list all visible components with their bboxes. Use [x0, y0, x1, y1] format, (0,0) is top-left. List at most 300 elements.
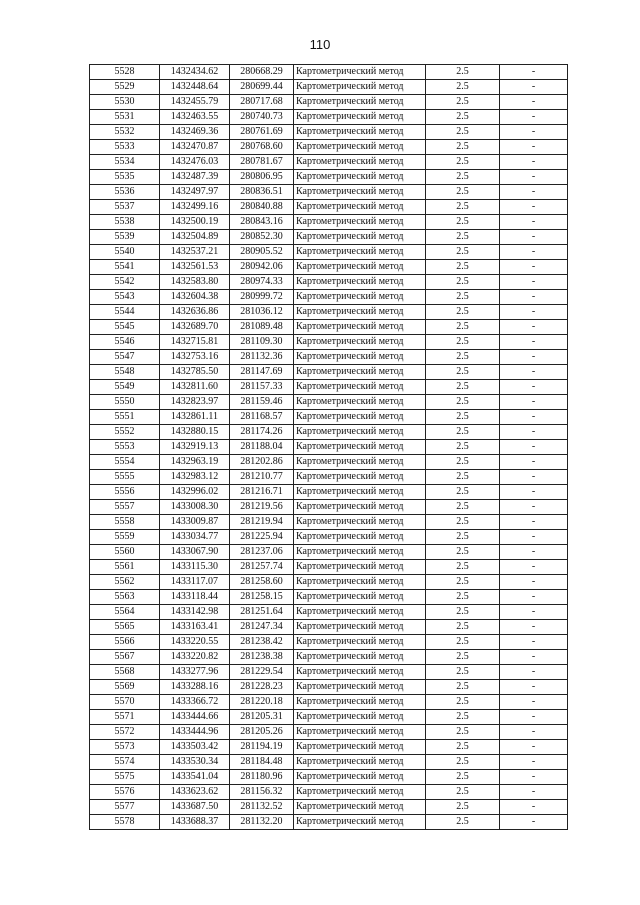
extra-cell: -: [500, 785, 568, 800]
accuracy-cell: 2.5: [426, 350, 500, 365]
x-coordinate-cell: 1432785.50: [160, 365, 230, 380]
accuracy-cell: 2.5: [426, 560, 500, 575]
extra-cell: -: [500, 500, 568, 515]
extra-cell: -: [500, 185, 568, 200]
method-cell: Картометрический метод: [294, 515, 426, 530]
point-number-cell: 5547: [90, 350, 160, 365]
point-number-cell: 5551: [90, 410, 160, 425]
table-row: [90, 140, 568, 155]
extra-cell: -: [500, 200, 568, 215]
x-coordinate-cell: 1433503.42: [160, 740, 230, 755]
table-row: [90, 200, 568, 215]
extra-cell: -: [500, 545, 568, 560]
y-coordinate-cell: 281132.20: [230, 815, 294, 830]
method-cell: Картометрический метод: [294, 755, 426, 770]
x-coordinate-cell: 1432636.86: [160, 305, 230, 320]
accuracy-cell: 2.5: [426, 740, 500, 755]
y-coordinate-cell: 280840.88: [230, 200, 294, 215]
point-number-cell: 5544: [90, 305, 160, 320]
method-cell: Картометрический метод: [294, 155, 426, 170]
y-coordinate-cell: 281229.54: [230, 665, 294, 680]
accuracy-cell: 2.5: [426, 140, 500, 155]
point-number-cell: 5562: [90, 575, 160, 590]
x-coordinate-cell: 1432455.79: [160, 95, 230, 110]
y-coordinate-cell: 281228.23: [230, 680, 294, 695]
accuracy-cell: 2.5: [426, 695, 500, 710]
y-coordinate-cell: 281109.30: [230, 335, 294, 350]
extra-cell: -: [500, 515, 568, 530]
extra-cell: -: [500, 290, 568, 305]
accuracy-cell: 2.5: [426, 200, 500, 215]
table-row: [90, 560, 568, 575]
table-row: [90, 680, 568, 695]
y-coordinate-cell: 280999.72: [230, 290, 294, 305]
accuracy-cell: 2.5: [426, 170, 500, 185]
x-coordinate-cell: 1433444.66: [160, 710, 230, 725]
extra-cell: -: [500, 710, 568, 725]
point-number-cell: 5575: [90, 770, 160, 785]
extra-cell: -: [500, 380, 568, 395]
x-coordinate-cell: 1432880.15: [160, 425, 230, 440]
point-number-cell: 5573: [90, 740, 160, 755]
method-cell: Картометрический метод: [294, 350, 426, 365]
y-coordinate-cell: 281188.04: [230, 440, 294, 455]
y-coordinate-cell: 281147.69: [230, 365, 294, 380]
method-cell: Картометрический метод: [294, 470, 426, 485]
method-cell: Картометрический метод: [294, 290, 426, 305]
table-row: [90, 425, 568, 440]
point-number-cell: 5552: [90, 425, 160, 440]
x-coordinate-cell: 1432487.39: [160, 170, 230, 185]
method-cell: Картометрический метод: [294, 305, 426, 320]
table-row: [90, 260, 568, 275]
x-coordinate-cell: 1432448.64: [160, 80, 230, 95]
x-coordinate-cell: 1432499.16: [160, 200, 230, 215]
y-coordinate-cell: 280717.68: [230, 95, 294, 110]
table-row: [90, 65, 568, 80]
table-row: [90, 605, 568, 620]
extra-cell: -: [500, 140, 568, 155]
accuracy-cell: 2.5: [426, 770, 500, 785]
extra-cell: -: [500, 470, 568, 485]
x-coordinate-cell: 1432469.36: [160, 125, 230, 140]
table-row: [90, 725, 568, 740]
y-coordinate-cell: 280843.16: [230, 215, 294, 230]
y-coordinate-cell: 281036.12: [230, 305, 294, 320]
table-row: [90, 500, 568, 515]
accuracy-cell: 2.5: [426, 680, 500, 695]
accuracy-cell: 2.5: [426, 650, 500, 665]
point-number-cell: 5570: [90, 695, 160, 710]
y-coordinate-cell: 280942.06: [230, 260, 294, 275]
point-number-cell: 5555: [90, 470, 160, 485]
method-cell: Картометрический метод: [294, 605, 426, 620]
extra-cell: -: [500, 455, 568, 470]
method-cell: Картометрический метод: [294, 440, 426, 455]
x-coordinate-cell: 1433623.62: [160, 785, 230, 800]
method-cell: Картометрический метод: [294, 620, 426, 635]
x-coordinate-cell: 1433115.30: [160, 560, 230, 575]
y-coordinate-cell: 281132.52: [230, 800, 294, 815]
accuracy-cell: 2.5: [426, 125, 500, 140]
table-row: [90, 620, 568, 635]
method-cell: Картометрический метод: [294, 500, 426, 515]
y-coordinate-cell: 281219.94: [230, 515, 294, 530]
table-row: [90, 515, 568, 530]
x-coordinate-cell: 1432983.12: [160, 470, 230, 485]
y-coordinate-cell: 280699.44: [230, 80, 294, 95]
accuracy-cell: 2.5: [426, 545, 500, 560]
x-coordinate-cell: 1433118.44: [160, 590, 230, 605]
y-coordinate-cell: 281202.86: [230, 455, 294, 470]
x-coordinate-cell: 1433530.34: [160, 755, 230, 770]
y-coordinate-cell: 281238.42: [230, 635, 294, 650]
extra-cell: -: [500, 125, 568, 140]
accuracy-cell: 2.5: [426, 80, 500, 95]
extra-cell: -: [500, 650, 568, 665]
method-cell: Картометрический метод: [294, 65, 426, 80]
x-coordinate-cell: 1432463.55: [160, 110, 230, 125]
extra-cell: -: [500, 815, 568, 830]
table-row: [90, 455, 568, 470]
accuracy-cell: 2.5: [426, 230, 500, 245]
point-number-cell: 5578: [90, 815, 160, 830]
x-coordinate-cell: 1433009.87: [160, 515, 230, 530]
method-cell: Картометрический метод: [294, 140, 426, 155]
x-coordinate-cell: 1433366.72: [160, 695, 230, 710]
point-number-cell: 5530: [90, 95, 160, 110]
point-number-cell: 5545: [90, 320, 160, 335]
method-cell: Картометрический метод: [294, 695, 426, 710]
y-coordinate-cell: 281180.96: [230, 770, 294, 785]
point-number-cell: 5560: [90, 545, 160, 560]
y-coordinate-cell: 281205.26: [230, 725, 294, 740]
coordinates-table-body: [90, 65, 568, 830]
extra-cell: -: [500, 335, 568, 350]
accuracy-cell: 2.5: [426, 500, 500, 515]
point-number-cell: 5529: [90, 80, 160, 95]
y-coordinate-cell: 280852.30: [230, 230, 294, 245]
x-coordinate-cell: 1432434.62: [160, 65, 230, 80]
method-cell: Картометрический метод: [294, 710, 426, 725]
point-number-cell: 5559: [90, 530, 160, 545]
accuracy-cell: 2.5: [426, 605, 500, 620]
y-coordinate-cell: 281205.31: [230, 710, 294, 725]
table-row: [90, 815, 568, 830]
accuracy-cell: 2.5: [426, 530, 500, 545]
extra-cell: -: [500, 80, 568, 95]
method-cell: Картометрический метод: [294, 635, 426, 650]
table-row: [90, 395, 568, 410]
accuracy-cell: 2.5: [426, 65, 500, 80]
x-coordinate-cell: 1432583.80: [160, 275, 230, 290]
x-coordinate-cell: 1432963.19: [160, 455, 230, 470]
x-coordinate-cell: 1432823.97: [160, 395, 230, 410]
x-coordinate-cell: 1432996.02: [160, 485, 230, 500]
extra-cell: -: [500, 305, 568, 320]
method-cell: Картометрический метод: [294, 410, 426, 425]
point-number-cell: 5537: [90, 200, 160, 215]
point-number-cell: 5577: [90, 800, 160, 815]
point-number-cell: 5528: [90, 65, 160, 80]
y-coordinate-cell: 280781.67: [230, 155, 294, 170]
method-cell: Картометрический метод: [294, 530, 426, 545]
y-coordinate-cell: 281225.94: [230, 530, 294, 545]
accuracy-cell: 2.5: [426, 185, 500, 200]
table-row: [90, 710, 568, 725]
extra-cell: -: [500, 560, 568, 575]
method-cell: Картометрический метод: [294, 815, 426, 830]
point-number-cell: 5576: [90, 785, 160, 800]
y-coordinate-cell: 281251.64: [230, 605, 294, 620]
point-number-cell: 5549: [90, 380, 160, 395]
extra-cell: -: [500, 350, 568, 365]
table-row: [90, 350, 568, 365]
table-row: [90, 365, 568, 380]
accuracy-cell: 2.5: [426, 725, 500, 740]
y-coordinate-cell: 281238.38: [230, 650, 294, 665]
x-coordinate-cell: 1433220.55: [160, 635, 230, 650]
method-cell: Картометрический метод: [294, 245, 426, 260]
method-cell: Картометрический метод: [294, 455, 426, 470]
y-coordinate-cell: 281132.36: [230, 350, 294, 365]
y-coordinate-cell: 280668.29: [230, 65, 294, 80]
method-cell: Картометрический метод: [294, 230, 426, 245]
point-number-cell: 5543: [90, 290, 160, 305]
accuracy-cell: 2.5: [426, 470, 500, 485]
method-cell: Картометрический метод: [294, 260, 426, 275]
method-cell: Картометрический метод: [294, 590, 426, 605]
x-coordinate-cell: 1433288.16: [160, 680, 230, 695]
method-cell: Картометрический метод: [294, 680, 426, 695]
point-number-cell: 5561: [90, 560, 160, 575]
extra-cell: -: [500, 800, 568, 815]
page-number: 110: [309, 37, 331, 52]
point-number-cell: 5565: [90, 620, 160, 635]
accuracy-cell: 2.5: [426, 215, 500, 230]
extra-cell: -: [500, 620, 568, 635]
x-coordinate-cell: 1433117.07: [160, 575, 230, 590]
accuracy-cell: 2.5: [426, 245, 500, 260]
accuracy-cell: 2.5: [426, 590, 500, 605]
point-number-cell: 5546: [90, 335, 160, 350]
method-cell: Картометрический метод: [294, 785, 426, 800]
accuracy-cell: 2.5: [426, 305, 500, 320]
x-coordinate-cell: 1432470.87: [160, 140, 230, 155]
point-number-cell: 5572: [90, 725, 160, 740]
extra-cell: -: [500, 590, 568, 605]
extra-cell: -: [500, 440, 568, 455]
extra-cell: -: [500, 245, 568, 260]
extra-cell: -: [500, 575, 568, 590]
table-row: [90, 470, 568, 485]
accuracy-cell: 2.5: [426, 710, 500, 725]
table-row: [90, 785, 568, 800]
x-coordinate-cell: 1433067.90: [160, 545, 230, 560]
method-cell: Картометрический метод: [294, 335, 426, 350]
y-coordinate-cell: 281216.71: [230, 485, 294, 500]
accuracy-cell: 2.5: [426, 755, 500, 770]
extra-cell: -: [500, 365, 568, 380]
table-row: [90, 650, 568, 665]
extra-cell: -: [500, 155, 568, 170]
extra-cell: -: [500, 170, 568, 185]
x-coordinate-cell: 1432476.03: [160, 155, 230, 170]
method-cell: Картометрический метод: [294, 110, 426, 125]
y-coordinate-cell: 280761.69: [230, 125, 294, 140]
method-cell: Картометрический метод: [294, 560, 426, 575]
extra-cell: -: [500, 665, 568, 680]
extra-cell: -: [500, 695, 568, 710]
x-coordinate-cell: 1432561.53: [160, 260, 230, 275]
x-coordinate-cell: 1432753.16: [160, 350, 230, 365]
point-number-cell: 5553: [90, 440, 160, 455]
point-number-cell: 5531: [90, 110, 160, 125]
accuracy-cell: 2.5: [426, 440, 500, 455]
method-cell: Картометрический метод: [294, 425, 426, 440]
table-row: [90, 695, 568, 710]
extra-cell: -: [500, 95, 568, 110]
accuracy-cell: 2.5: [426, 635, 500, 650]
y-coordinate-cell: 280806.95: [230, 170, 294, 185]
extra-cell: -: [500, 485, 568, 500]
extra-cell: -: [500, 425, 568, 440]
accuracy-cell: 2.5: [426, 815, 500, 830]
accuracy-cell: 2.5: [426, 515, 500, 530]
accuracy-cell: 2.5: [426, 575, 500, 590]
table-row: [90, 305, 568, 320]
table-row: [90, 215, 568, 230]
table-row: [90, 185, 568, 200]
accuracy-cell: 2.5: [426, 380, 500, 395]
point-number-cell: 5548: [90, 365, 160, 380]
y-coordinate-cell: 281157.33: [230, 380, 294, 395]
table-row: [90, 290, 568, 305]
accuracy-cell: 2.5: [426, 365, 500, 380]
method-cell: Картометрический метод: [294, 665, 426, 680]
point-number-cell: 5536: [90, 185, 160, 200]
y-coordinate-cell: 281174.26: [230, 425, 294, 440]
point-number-cell: 5554: [90, 455, 160, 470]
x-coordinate-cell: 1433220.82: [160, 650, 230, 665]
point-number-cell: 5563: [90, 590, 160, 605]
y-coordinate-cell: 280740.73: [230, 110, 294, 125]
accuracy-cell: 2.5: [426, 785, 500, 800]
point-number-cell: 5566: [90, 635, 160, 650]
table-row: [90, 770, 568, 785]
point-number-cell: 5535: [90, 170, 160, 185]
x-coordinate-cell: 1433008.30: [160, 500, 230, 515]
accuracy-cell: 2.5: [426, 620, 500, 635]
table-row: [90, 755, 568, 770]
accuracy-cell: 2.5: [426, 320, 500, 335]
x-coordinate-cell: 1432811.60: [160, 380, 230, 395]
extra-cell: -: [500, 410, 568, 425]
method-cell: Картометрический метод: [294, 125, 426, 140]
method-cell: Картометрический метод: [294, 215, 426, 230]
y-coordinate-cell: 281168.57: [230, 410, 294, 425]
method-cell: Картометрический метод: [294, 80, 426, 95]
method-cell: Картометрический метод: [294, 380, 426, 395]
point-number-cell: 5533: [90, 140, 160, 155]
table-row: [90, 380, 568, 395]
method-cell: Картометрический метод: [294, 650, 426, 665]
x-coordinate-cell: 1433142.98: [160, 605, 230, 620]
table-row: [90, 170, 568, 185]
x-coordinate-cell: 1433541.04: [160, 770, 230, 785]
table-row: [90, 440, 568, 455]
method-cell: Картометрический метод: [294, 185, 426, 200]
extra-cell: -: [500, 530, 568, 545]
accuracy-cell: 2.5: [426, 110, 500, 125]
table-row: [90, 230, 568, 245]
method-cell: Картометрический метод: [294, 545, 426, 560]
point-number-cell: 5539: [90, 230, 160, 245]
coordinates-table: [89, 64, 568, 830]
point-number-cell: 5557: [90, 500, 160, 515]
point-number-cell: 5550: [90, 395, 160, 410]
table-row: [90, 635, 568, 650]
y-coordinate-cell: 280768.60: [230, 140, 294, 155]
method-cell: Картометрический метод: [294, 365, 426, 380]
point-number-cell: 5541: [90, 260, 160, 275]
table-row: [90, 665, 568, 680]
accuracy-cell: 2.5: [426, 485, 500, 500]
y-coordinate-cell: 281194.19: [230, 740, 294, 755]
method-cell: Картометрический метод: [294, 275, 426, 290]
table-row: [90, 320, 568, 335]
y-coordinate-cell: 280905.52: [230, 245, 294, 260]
point-number-cell: 5574: [90, 755, 160, 770]
table-row: [90, 740, 568, 755]
table-row: [90, 110, 568, 125]
point-number-cell: 5567: [90, 650, 160, 665]
table-row: [90, 485, 568, 500]
accuracy-cell: 2.5: [426, 155, 500, 170]
extra-cell: -: [500, 395, 568, 410]
x-coordinate-cell: 1433444.96: [160, 725, 230, 740]
table-row: [90, 410, 568, 425]
extra-cell: -: [500, 320, 568, 335]
extra-cell: -: [500, 635, 568, 650]
point-number-cell: 5571: [90, 710, 160, 725]
method-cell: Картометрический метод: [294, 395, 426, 410]
method-cell: Картометрический метод: [294, 95, 426, 110]
table-row: [90, 590, 568, 605]
extra-cell: -: [500, 770, 568, 785]
method-cell: Картометрический метод: [294, 770, 426, 785]
point-number-cell: 5558: [90, 515, 160, 530]
point-number-cell: 5532: [90, 125, 160, 140]
point-number-cell: 5568: [90, 665, 160, 680]
accuracy-cell: 2.5: [426, 665, 500, 680]
y-coordinate-cell: 281184.48: [230, 755, 294, 770]
x-coordinate-cell: 1432504.89: [160, 230, 230, 245]
method-cell: Картометрический метод: [294, 170, 426, 185]
extra-cell: -: [500, 230, 568, 245]
accuracy-cell: 2.5: [426, 260, 500, 275]
x-coordinate-cell: 1432497.97: [160, 185, 230, 200]
x-coordinate-cell: 1432604.38: [160, 290, 230, 305]
extra-cell: -: [500, 725, 568, 740]
x-coordinate-cell: 1432500.19: [160, 215, 230, 230]
point-number-cell: 5534: [90, 155, 160, 170]
accuracy-cell: 2.5: [426, 395, 500, 410]
method-cell: Картометрический метод: [294, 725, 426, 740]
table-row: [90, 95, 568, 110]
y-coordinate-cell: 281258.15: [230, 590, 294, 605]
accuracy-cell: 2.5: [426, 425, 500, 440]
